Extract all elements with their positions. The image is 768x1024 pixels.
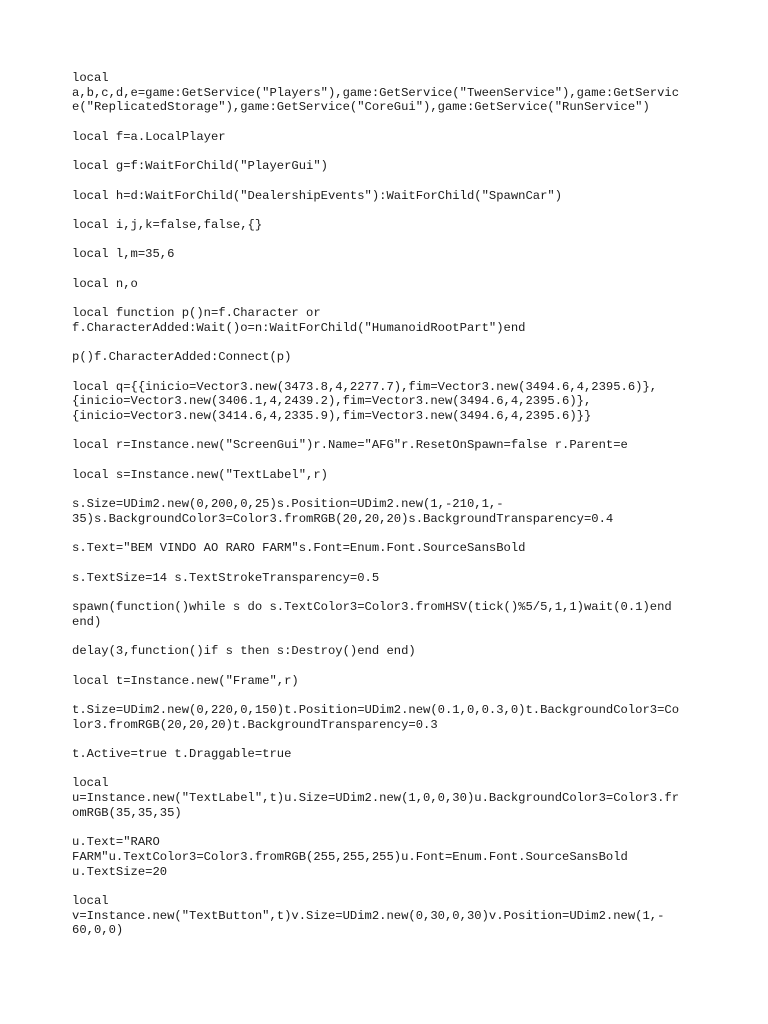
code-paragraph: spawn(function()while s do s.TextColor3=Color3.fromHSV(tick()%5/5,1,1)wait(0.1)end end): [72, 600, 672, 629]
code-paragraph: local f=a.LocalPlayer: [72, 129, 226, 144]
code-paragraph: s.TextSize=14 s.TextStrokeTransparency=0.5: [72, 570, 380, 585]
code-paragraph: local h=d:WaitForChild("DealershipEvents"):WaitForChild("SpawnCar"): [72, 188, 563, 203]
code-paragraph: local u=Instance.new("TextLabel",t)u.Size=UDim2.new(1,0,0,30)u.BackgroundColor3=Color3.fr omRGB(35,35,35): [72, 776, 680, 820]
code-paragraph: u.Text="RARO FARM"u.TextColor3=Color3.fromRGB(255,255,255)u.Font=Enum.Font.SourceSansBold u.TextSize=20: [72, 835, 628, 879]
code-paragraph: local t=Instance.new("Frame",r): [72, 673, 299, 688]
code-paragraph: local g=f:WaitForChild("PlayerGui"): [72, 159, 328, 174]
code-paragraph: local v=Instance.new("TextButton",t)v.Size=UDim2.new(0,30,0,30)v.Position=UDim2.new(1,- 60,0,0): [72, 894, 665, 938]
code-paragraph: t.Active=true t.Draggable=true: [72, 747, 292, 762]
code-paragraph: local q={{inicio=Vector3.new(3473.8,4,2277.7),fim=Vector3.new(3494.6,4,2395.6)}, {inicio=Vector3.new(3406.1,4,2439.2),fim=Vector3.new(3494.6,4,2395.6)}, {inicio=Vector3.new(3414.6,4,2335.9),fim=Vector3.new(3494.6,4,2395.6)}}: [72, 379, 658, 424]
code-paragraph: p()f.CharacterAdded:Connect(p): [72, 350, 292, 365]
code-paragraph: t.Size=UDim2.new(0,220,0,150)t.Position=UDim2.new(0.1,0,0.3,0)t.BackgroundColor3=Co lor3.fromRGB(20,20,20)t.BackgroundTransparency=0.3: [72, 702, 680, 732]
code-paragraph: s.Size=UDim2.new(0,200,0,25)s.Position=UDim2.new(1,-210,1,- 35)s.BackgroundColor3=Color3.fromRGB(20,20,20)s.BackgroundTransparency=0.4: [72, 497, 614, 526]
code-paragraph: local l,m=35,6: [72, 247, 175, 262]
code-paragraph: local n,o: [72, 276, 138, 291]
code-paragraph: local i,j,k=false,false,{}: [72, 217, 263, 232]
code-paragraph: local a,b,c,d,e=game:GetService("Players"),game:GetService("TweenService"),game:GetServic e("ReplicatedStorage"),game:GetService("CoreGui"),game:GetService("RunService"): [72, 71, 680, 115]
code-paragraph: local r=Instance.new("ScreenGui")r.Name="AFG"r.ResetOnSpawn=false r.Parent=e: [72, 438, 628, 453]
code-paragraph: delay(3,function()if s then s:Destroy()end end): [72, 644, 416, 659]
code-paragraph: local s=Instance.new("TextLabel",r): [72, 467, 328, 482]
code-listing: [72, 71, 702, 953]
code-paragraph: s.Text="BEM VINDO AO RARO FARM"s.Font=Enum.Font.SourceSansBold: [72, 541, 526, 556]
code-paragraph: local function p()n=f.Character or f.CharacterAdded:Wait()o=n:WaitForChild("HumanoidRootPart")end: [72, 306, 526, 335]
